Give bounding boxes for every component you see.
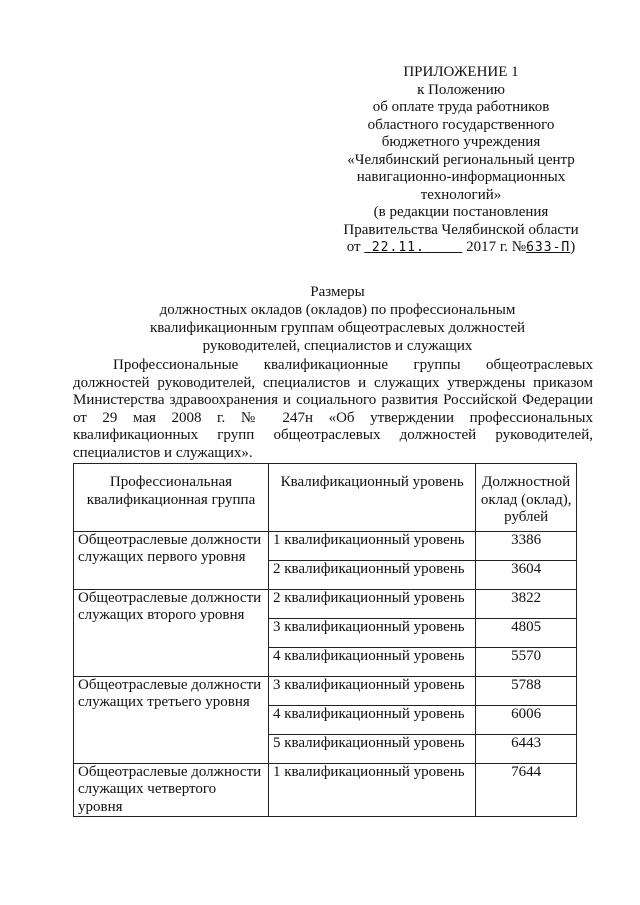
column-header-group: Профессиональная квалификационная группа xyxy=(74,464,269,532)
document-title xyxy=(80,283,595,355)
paragraph-line: специалистов и служащих». xyxy=(73,444,253,461)
header-line: об оплате труда работников xyxy=(372,99,550,115)
header-line: технологий» xyxy=(420,186,502,203)
level-cell: 1 квалификационный уровень xyxy=(268,763,475,817)
date-value: 22.11. xyxy=(371,240,425,255)
table-header-row xyxy=(74,464,577,532)
table-row xyxy=(74,763,577,817)
column-header-salary: Должностной оклад (оклад), рублей xyxy=(476,464,577,532)
title-line: должностных окладов (окладов) по профессиональным xyxy=(159,302,516,318)
level-cell: 3 квалификационный уровень xyxy=(268,618,475,647)
date-field xyxy=(364,239,462,255)
header-line: навигационно-информационных xyxy=(356,169,566,185)
group-name-cell: Общеотраслевые должности служащих второго уровня xyxy=(74,589,269,676)
salary-cell: 5788 xyxy=(476,676,577,705)
salary-table xyxy=(73,463,577,817)
appendix-header xyxy=(330,64,592,257)
closing-paren: ) xyxy=(570,239,576,255)
salary-cell: 3386 xyxy=(476,531,577,560)
level-cell: 2 квалификационный уровень xyxy=(268,560,475,589)
salary-cell: 3604 xyxy=(476,560,577,589)
intro-paragraph xyxy=(73,357,593,462)
paragraph-line: от 29 мая 2008 г. № 247н «Об утверждении профессиональных xyxy=(73,409,593,426)
column-header-level: Квалификационный уровень xyxy=(268,464,475,532)
level-cell: 2 квалификационный уровень xyxy=(268,589,475,618)
header-line: областного государственного xyxy=(367,116,555,133)
salary-cell: 7644 xyxy=(476,763,577,817)
table-row xyxy=(74,589,577,618)
paragraph-line: должностей руководителей, специалистов и служащих утверждены приказом xyxy=(73,374,593,391)
paragraph-line: Министерства здравоохранения и социального развития Российской Федерации xyxy=(73,392,593,408)
table-row xyxy=(74,676,577,705)
level-cell: 4 квалификационный уровень xyxy=(268,705,475,734)
table-row xyxy=(74,531,577,560)
level-cell: 3 квалификационный уровень xyxy=(268,676,475,705)
level-cell: 5 квалификационный уровень xyxy=(268,734,475,763)
paragraph-line: Профессиональные квалификационные группы общеотраслевых xyxy=(113,357,593,373)
header-line: к Положению xyxy=(417,81,505,98)
year-number-label: 2017 г. № xyxy=(466,239,527,255)
header-line: бюджетного учреждения xyxy=(381,134,541,150)
paragraph-line: квалификационных групп общеотраслевых должностей руководителей, xyxy=(73,427,593,443)
group-name-cell: Общеотраслевые должности служащих четвертого уровня xyxy=(74,763,269,817)
salary-cell: 4805 xyxy=(476,618,577,647)
decree-date-line xyxy=(330,239,592,257)
title-line: Размеры xyxy=(310,284,365,300)
salary-cell: 6006 xyxy=(476,705,577,734)
header-line: ПРИЛОЖЕНИЕ 1 xyxy=(403,64,519,80)
level-cell: 4 квалификационный уровень xyxy=(268,647,475,676)
header-line: Правительства Челябинской области xyxy=(343,221,579,238)
salary-cell: 3822 xyxy=(476,589,577,618)
header-line: «Челябинский региональный центр xyxy=(347,151,575,168)
level-cell: 1 квалификационный уровень xyxy=(268,531,475,560)
title-line: квалификационным группам общеотраслевых должностей xyxy=(149,320,526,336)
group-name-cell: Общеотраслевые должности служащих третьего уровня xyxy=(74,676,269,763)
title-line: руководителей, специалистов и служащих xyxy=(202,338,473,354)
date-prefix: от xyxy=(346,239,361,255)
salary-cell: 5570 xyxy=(476,647,577,676)
header-line: (в редакции постановления xyxy=(373,204,549,220)
decree-number: 633-П xyxy=(526,240,571,255)
salary-cell: 6443 xyxy=(476,734,577,763)
group-name-cell: Общеотраслевые должности служащих первого уровня xyxy=(74,531,269,589)
